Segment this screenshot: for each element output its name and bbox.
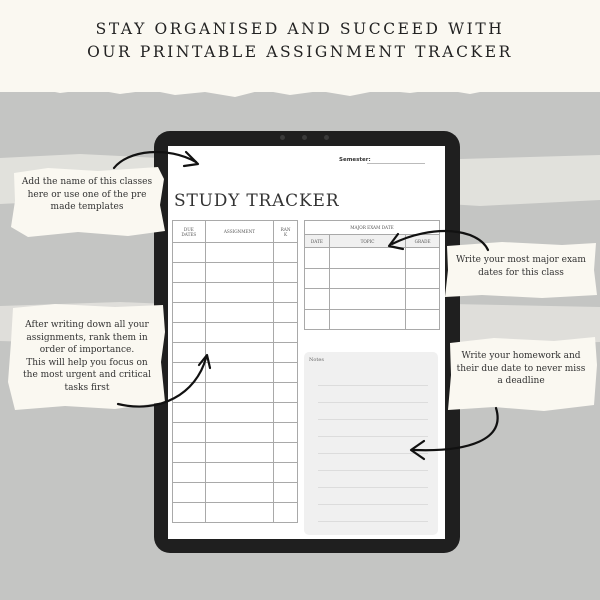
table-cell[interactable] — [205, 383, 273, 403]
assignment-rows — [173, 243, 298, 523]
table-cell[interactable] — [406, 309, 440, 330]
callout-line: This will help you focus on — [26, 357, 148, 368]
exam-row — [305, 289, 440, 310]
tablet-camera — [302, 135, 307, 140]
callout-line: After writing down all your — [25, 320, 149, 330]
assignment-row — [173, 503, 298, 523]
table-cell[interactable] — [406, 289, 440, 310]
assignment-row — [173, 443, 298, 463]
callout-line: order of importance. — [39, 345, 135, 356]
callout-line: dates for this class — [478, 267, 564, 278]
notes-line — [318, 504, 428, 505]
assignment-row — [173, 463, 298, 483]
exam-dates-table — [304, 220, 440, 330]
assignment-row — [173, 323, 298, 343]
table-cell[interactable] — [305, 248, 330, 269]
notes-box[interactable] — [304, 352, 438, 535]
callout-line: their due date to never miss — [456, 363, 586, 374]
assignment-row — [173, 303, 298, 323]
callout-homework — [450, 350, 592, 388]
table-cell[interactable] — [329, 248, 405, 269]
table-cell[interactable] — [274, 483, 298, 503]
rank-header — [274, 221, 298, 243]
callout-line: here or use one of the pre — [27, 189, 147, 200]
header-text: DUE — [183, 226, 194, 232]
table-cell[interactable] — [274, 443, 298, 463]
table-cell[interactable] — [205, 343, 273, 363]
table-cell[interactable] — [205, 323, 273, 343]
page-title: STUDY TRACKER — [174, 191, 340, 211]
table-cell[interactable] — [173, 303, 206, 323]
table-cell[interactable] — [274, 283, 298, 303]
table-cell[interactable] — [329, 289, 405, 310]
table-cell[interactable] — [173, 463, 206, 483]
exam-row — [305, 309, 440, 330]
tablet-camera — [280, 135, 285, 140]
callout-exams — [450, 254, 592, 279]
exam-date-header: DATE — [305, 235, 330, 248]
semester-label: Semester: — [339, 157, 371, 163]
table-cell[interactable] — [274, 423, 298, 443]
table-cell[interactable] — [173, 363, 206, 383]
callout-line: Write your homework and — [461, 351, 581, 361]
exam-table-caption: MAJOR EXAM DATE — [305, 221, 440, 235]
table-cell[interactable] — [274, 503, 298, 523]
table-cell[interactable] — [274, 303, 298, 323]
assignment-row — [173, 383, 298, 403]
table-cell[interactable] — [274, 263, 298, 283]
table-cell[interactable] — [205, 263, 273, 283]
header-text: RAN — [280, 226, 291, 232]
assignment-header: ASSIGNMENT — [205, 221, 273, 243]
header-text: DATES — [181, 231, 197, 237]
table-cell[interactable] — [305, 289, 330, 310]
table-cell[interactable] — [173, 423, 206, 443]
exam-grade-header: GRADE — [406, 235, 440, 248]
headline-line-1: STAY ORGANISED AND SUCCEED WITH — [95, 20, 505, 38]
notes-label: Notes — [309, 357, 324, 363]
table-cell[interactable] — [274, 463, 298, 483]
table-cell[interactable] — [305, 309, 330, 330]
table-cell[interactable] — [173, 503, 206, 523]
headline-line-2: OUR PRINTABLE ASSIGNMENT TRACKER — [87, 43, 513, 61]
callout-line: Write your most major exam — [456, 255, 586, 265]
assignment-row — [173, 263, 298, 283]
table-cell[interactable] — [274, 403, 298, 423]
notes-line — [318, 470, 428, 471]
table-cell[interactable] — [205, 403, 273, 423]
exam-rows — [305, 248, 440, 330]
table-cell[interactable] — [205, 363, 273, 383]
table-cell[interactable] — [329, 268, 405, 289]
callout-classes — [16, 176, 158, 214]
tracker-page — [168, 146, 445, 539]
table-cell[interactable] — [173, 343, 206, 363]
table-cell[interactable] — [173, 403, 206, 423]
notes-line — [318, 385, 428, 386]
table-cell[interactable] — [173, 263, 206, 283]
callout-line: the most urgent and critical — [23, 370, 151, 381]
callout-line: Add the name of this classes — [21, 177, 153, 187]
table-cell[interactable] — [274, 383, 298, 403]
callout-line: made templates — [50, 202, 124, 213]
notes-line — [318, 436, 428, 437]
table-cell[interactable] — [205, 243, 273, 263]
table-cell[interactable] — [173, 283, 206, 303]
table-cell[interactable] — [274, 243, 298, 263]
callout-rank — [14, 319, 160, 395]
assignment-row — [173, 283, 298, 303]
table-cell[interactable] — [205, 483, 273, 503]
notes-line — [318, 419, 428, 420]
exam-row — [305, 268, 440, 289]
notes-line — [318, 453, 428, 454]
callout-line: tasks first — [64, 382, 110, 393]
header-text: K — [284, 231, 288, 237]
exam-row — [305, 248, 440, 269]
assignment-row — [173, 423, 298, 443]
table-cell[interactable] — [205, 443, 273, 463]
table-cell[interactable] — [406, 268, 440, 289]
table-cell[interactable] — [173, 383, 206, 403]
assignment-row — [173, 403, 298, 423]
callout-line: assignments, rank them in — [26, 332, 148, 343]
table-cell[interactable] — [205, 463, 273, 483]
table-cell[interactable] — [173, 483, 206, 503]
table-cell[interactable] — [406, 248, 440, 269]
headline — [0, 18, 600, 64]
table-cell[interactable] — [205, 503, 273, 523]
assignment-row — [173, 483, 298, 503]
notes-line — [318, 402, 428, 403]
semester-field[interactable] — [367, 163, 425, 164]
assignment-table — [172, 220, 298, 523]
table-cell[interactable] — [274, 323, 298, 343]
table-cell[interactable] — [329, 309, 405, 330]
due-dates-header — [173, 221, 206, 243]
table-cell[interactable] — [274, 363, 298, 383]
table-cell[interactable] — [205, 283, 273, 303]
notes-line — [318, 521, 428, 522]
assignment-row — [173, 343, 298, 363]
table-cell[interactable] — [173, 323, 206, 343]
assignment-row — [173, 243, 298, 263]
table-cell[interactable] — [173, 243, 206, 263]
tablet-device — [154, 131, 460, 553]
table-cell[interactable] — [274, 343, 298, 363]
table-cell[interactable] — [205, 423, 273, 443]
exam-topic-header: TOPIC — [329, 235, 405, 248]
table-cell[interactable] — [305, 268, 330, 289]
tablet-camera — [324, 135, 329, 140]
table-cell[interactable] — [205, 303, 273, 323]
callout-line: a deadline — [497, 376, 545, 387]
banner-brush-edge — [0, 80, 600, 104]
notes-line — [318, 487, 428, 488]
table-cell[interactable] — [173, 443, 206, 463]
assignment-row — [173, 363, 298, 383]
